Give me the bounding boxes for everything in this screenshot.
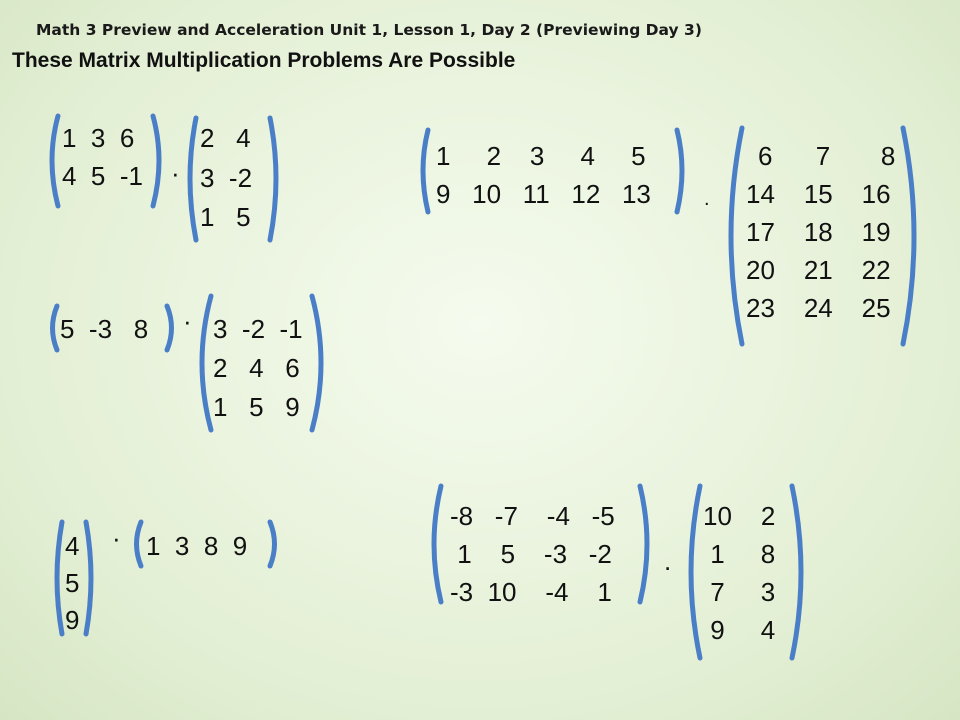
multiply-operator: . <box>664 546 672 576</box>
slide-title: These Matrix Multiplication Problems Are Possible <box>12 49 516 72</box>
matrix-row: 1 5 <box>200 202 251 232</box>
matrix-row: 2 4 <box>200 123 251 153</box>
bracket <box>137 522 142 566</box>
matrix-row: 14 15 16 <box>746 179 891 209</box>
matrix-row: 2 4 6 <box>213 353 300 383</box>
matrix-row: 7 3 <box>703 577 776 607</box>
multiply-operator: . <box>704 188 710 210</box>
matrix-row: 20 21 22 <box>746 255 891 285</box>
multiply-operator: · <box>171 158 180 188</box>
bracket <box>270 118 276 240</box>
matrix-row: 4 5 -1 <box>62 161 143 191</box>
bracket <box>677 130 682 212</box>
bracket <box>167 306 172 350</box>
matrix-row: 9 <box>65 605 80 635</box>
matrix-row: -3 10 -4 1 <box>450 577 612 607</box>
matrix-row: 1 5 9 <box>213 392 300 422</box>
multiply-operator: · <box>112 523 121 553</box>
slide-header: Math 3 Preview and Acceleration Unit 1, Lesson 1, Day 2 (Previewing Day 3) <box>36 21 702 39</box>
matrix-row: 5 <box>65 568 80 598</box>
matrix-row: 9 4 <box>703 615 776 645</box>
matrix-row: 10 2 <box>703 501 776 531</box>
matrix-row: 9 10 11 12 13 <box>436 179 651 209</box>
matrix-row: 3 -2 <box>200 163 253 193</box>
matrix-row: 1 8 <box>703 539 776 569</box>
matrix-row: 1 3 6 <box>62 123 135 153</box>
matrix-row: -8 -7 -4 -5 <box>450 501 615 531</box>
bracket <box>153 116 159 206</box>
matrix-row: 1 3 8 9 <box>146 531 248 561</box>
matrix-row: 4 <box>65 531 80 561</box>
matrix-row: 17 18 19 <box>746 217 891 247</box>
matrix-row: 6 7 8 <box>758 141 896 171</box>
bracket <box>312 296 321 430</box>
bracket <box>434 486 441 602</box>
bracket <box>903 128 914 344</box>
bracket <box>57 522 62 634</box>
bracket <box>731 128 742 344</box>
bracket <box>423 130 428 212</box>
bracket <box>190 118 196 240</box>
matrix-row: 1 5 -3 -2 <box>450 539 612 569</box>
bracket <box>270 522 275 566</box>
bracket <box>792 486 801 658</box>
matrix-row: 23 24 25 <box>746 293 891 323</box>
bracket <box>86 522 91 634</box>
bracket <box>202 296 211 430</box>
multiply-operator: · <box>183 306 192 336</box>
matrix-row: 1 2 3 4 5 <box>436 141 646 171</box>
matrix-row: 5 -3 8 <box>60 314 149 344</box>
bracket <box>691 486 700 658</box>
bracket <box>53 306 58 350</box>
bracket <box>640 486 647 602</box>
bracket <box>52 116 58 206</box>
matrix-row: 3 -2 -1 <box>213 314 303 344</box>
